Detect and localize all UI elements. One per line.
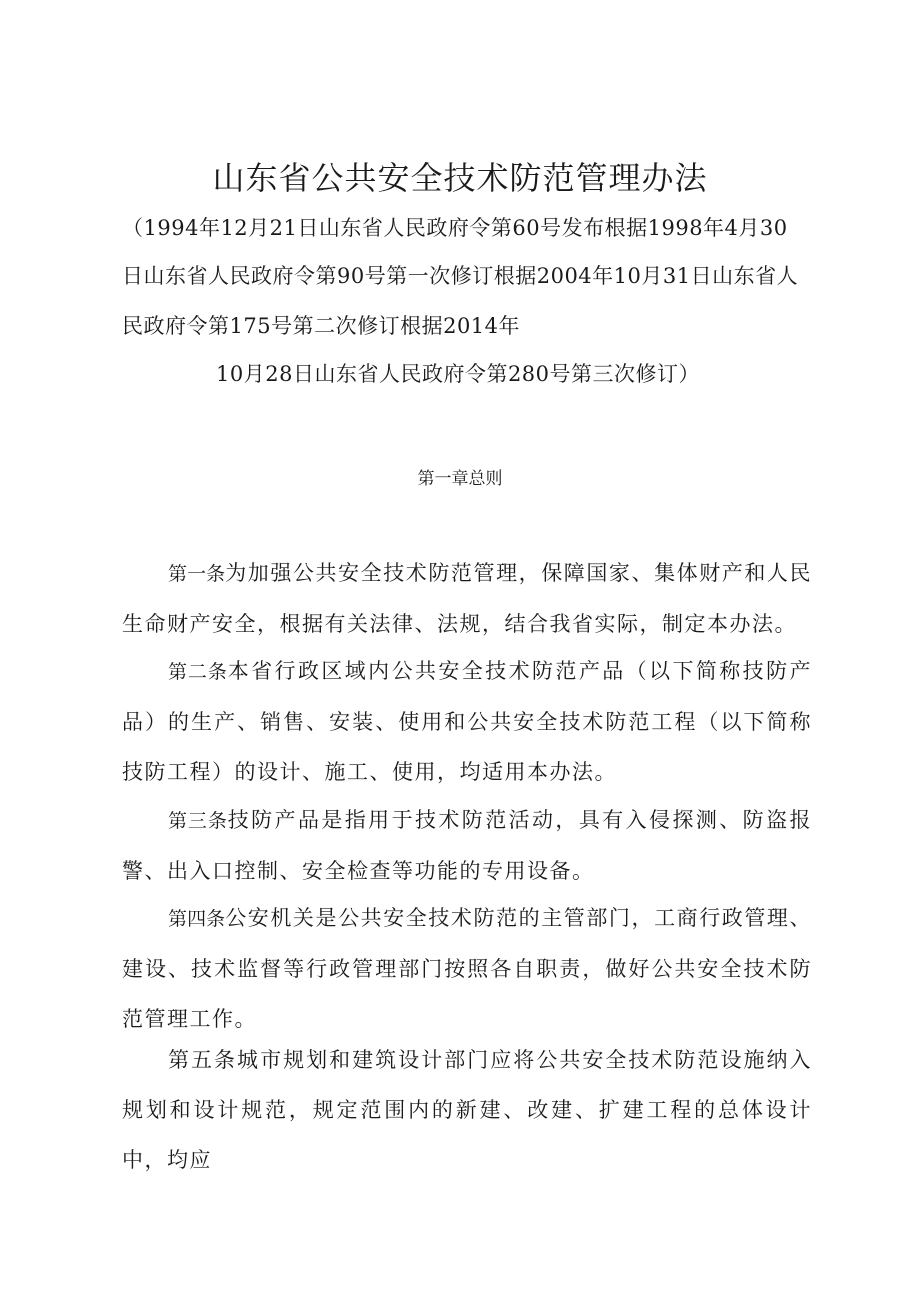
article-2	[122, 646, 812, 797]
article-text: 第五条城市规划和建筑设计部门应将公共安全技术防范设施纳入规划和设计规范，规定范围内的新建、改建、扩建工程的总体设计中，均应	[122, 1048, 812, 1172]
subtitle-line: （1994年12月21日山东省人民政府令第60号发布根据1998年4月30	[122, 216, 788, 240]
article-text: 为加强公共安全技术防范管理，保障国家、集体财产和人民生命财产安全，根据有关法律、法规，结合我省实际，制定本办法。	[122, 561, 812, 636]
article-label: 第一条	[168, 563, 226, 585]
subtitle-line: 民政府令第175号第二次修订根据2014年	[122, 314, 521, 338]
subtitle-line: 日山东省人民政府令第90号第一次修订根据2004年10月31日山东省人	[122, 264, 799, 288]
article-3	[122, 795, 812, 896]
document-title: 山东省公共安全技术防范管理办法	[212, 159, 708, 197]
article-label: 第四条	[168, 908, 226, 930]
article-label: 第三条	[168, 810, 228, 832]
article-1	[122, 548, 812, 649]
subtitle-line: 10月28日山东省人民政府令第280号第三次修订）	[216, 362, 701, 386]
article-text: 技防产品是指用于技术防范活动，具有入侵探测、防盗报警、出入口控制、安全检查等功能的专用设备。	[122, 808, 812, 883]
article-text: 公安机关是公共安全技术防范的主管部门，工商行政管理、建设、技术监督等行政管理部门按照各自职责，做好公共安全技术防范管理工作。	[122, 906, 812, 1031]
article-4	[122, 893, 812, 1044]
article-label: 第二条	[168, 661, 228, 683]
article-text: 本省行政区域内公共安全技术防范产品（以下简称技防产品）的生产、销售、安装、使用和公共安全技术防范工程（以下简称技防工程）的设计、施工、使用，均适用本办法。	[122, 659, 812, 784]
article-5	[122, 1035, 812, 1185]
chapter-heading: 第一章总则	[417, 469, 503, 489]
